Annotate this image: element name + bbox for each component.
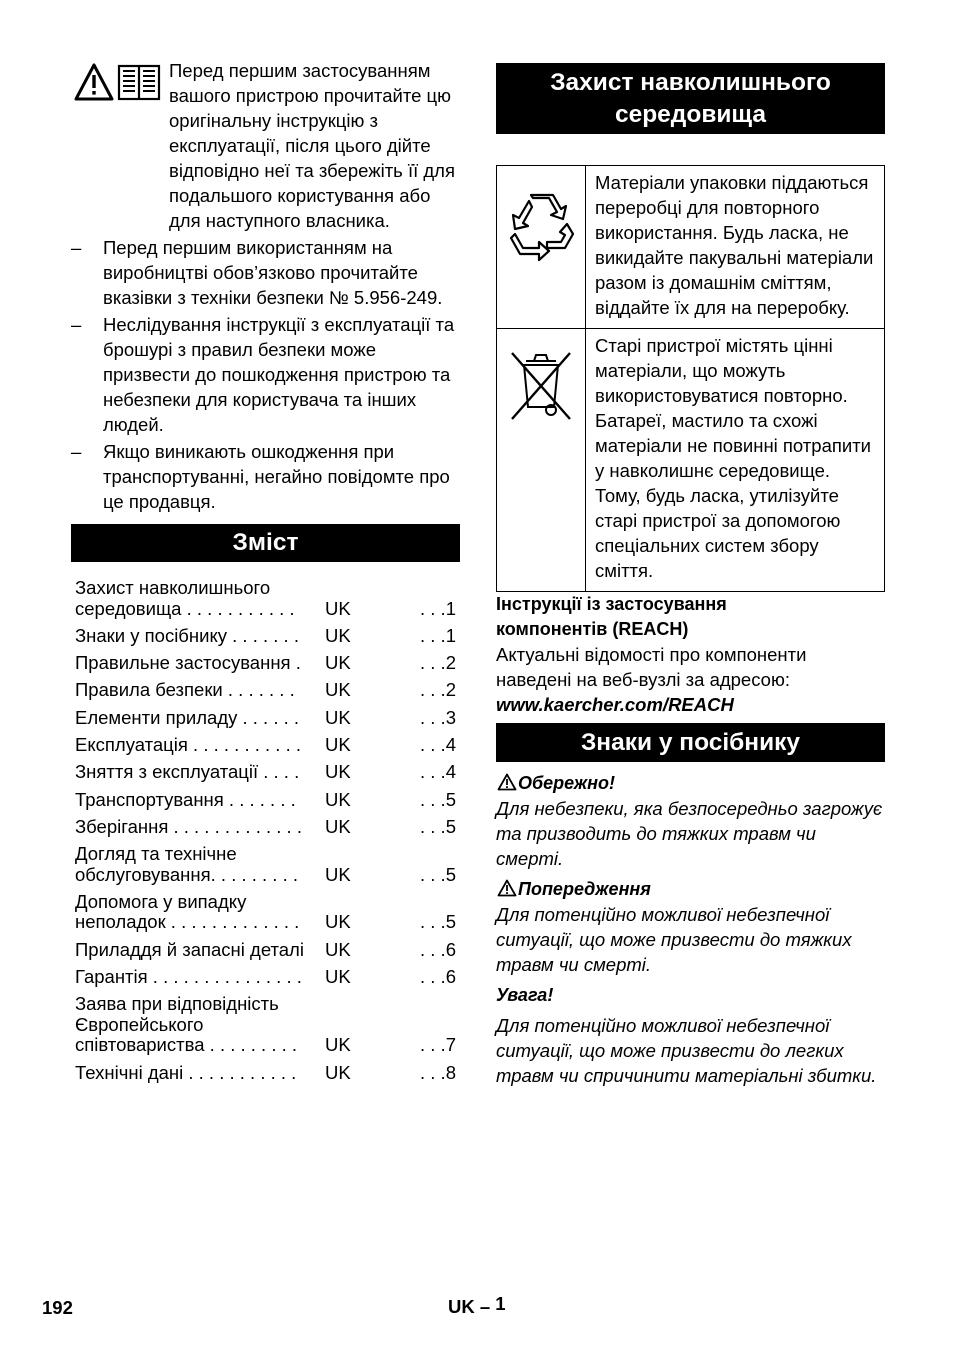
toc-entry-title: Елементи приладу . . . . . . bbox=[75, 706, 300, 728]
toc-entry-title: Зняття з експлуатації . . . . bbox=[75, 761, 300, 783]
toc-entry-page: . . .2 bbox=[420, 652, 456, 674]
table-row bbox=[497, 166, 885, 329]
toc-entry bbox=[75, 1063, 456, 1084]
toc-entry-language: UK bbox=[325, 761, 351, 783]
signs-heading: Знаки у посібнику bbox=[496, 723, 885, 762]
old-devices-text-cell: Старі пристрої містять цінні матеріали, що можуть використовуватися повторно. Батареї, мастило та схожі матеріали не повинні потрапити у навколишнє середовище. Тому, будь ласка, утилізуйте старі пристрої за допомогою спеціальних систем збору сміття. bbox=[586, 329, 885, 592]
toc-entry bbox=[75, 994, 456, 1056]
list-item: – Якщо виникають ошкодження при транспортуванні, негайно повідомте про це продавця. bbox=[71, 441, 450, 512]
toc-entry-page: . . .3 bbox=[420, 706, 456, 728]
toc-entry-language: UK bbox=[325, 679, 351, 701]
danger-text: Для небезпеки, яка безпосередньо загрожує та призводить до тяжких травм чи смерті. bbox=[496, 798, 883, 869]
toc-entry-page: . . .6 bbox=[420, 966, 456, 988]
recycling-icon bbox=[503, 186, 579, 262]
toc-entry-title: Знаки у посібнику . . . . . . . bbox=[75, 624, 299, 646]
toc-entry-title: Експлуатація . . . . . . . . . . . bbox=[75, 733, 301, 755]
toc-entry bbox=[75, 967, 456, 988]
list-item: – Перед першим використанням на виробництві обов’язково прочитайте вказівки з техніки безпеки № 5.956-249. bbox=[71, 237, 443, 308]
toc-entry-page: . . .2 bbox=[420, 679, 456, 701]
dash-marker: – bbox=[71, 237, 82, 258]
toc-entry-title: Транспортування . . . . . . . bbox=[75, 788, 296, 810]
page-number: 192 bbox=[42, 1297, 73, 1318]
bin-icon-cell bbox=[497, 329, 586, 592]
toc-entry-title: Догляд та технічне обслуговування. . . . . . . . . bbox=[75, 843, 299, 885]
reach-url: www.kaercher.com/REACH bbox=[496, 694, 734, 715]
toc-entry bbox=[75, 762, 456, 783]
toc-entry bbox=[75, 790, 456, 811]
environment-table bbox=[496, 165, 885, 592]
toc-heading: Зміст bbox=[71, 524, 460, 562]
caution-title: Увага! bbox=[496, 985, 554, 1005]
toc-entry bbox=[75, 653, 456, 674]
toc-entry bbox=[75, 578, 456, 619]
dash-marker: – bbox=[71, 441, 82, 462]
toc-entry-page: . . .5 bbox=[420, 863, 456, 885]
danger-title: Обережно! bbox=[496, 771, 885, 796]
reach-title-line1: Інструкції із застосування bbox=[496, 594, 727, 614]
toc-entry-language: UK bbox=[325, 652, 351, 674]
toc-entry-language: UK bbox=[325, 624, 351, 646]
toc-entry-title: Зберігання . . . . . . . . . . . . . bbox=[75, 815, 302, 837]
toc-entry-language: UK bbox=[325, 788, 351, 810]
toc-entry bbox=[75, 892, 456, 933]
toc-entry-title: Приладдя й запасні деталі bbox=[75, 938, 304, 960]
toc-entry bbox=[75, 844, 456, 885]
toc-entry bbox=[75, 626, 456, 647]
toc-entry-language: UK bbox=[325, 966, 351, 988]
toc-entry-language: UK bbox=[325, 938, 351, 960]
toc-entry-language: UK bbox=[325, 911, 351, 933]
toc-entry-page: . . .5 bbox=[420, 788, 456, 810]
toc-entry-language: UK bbox=[325, 733, 351, 755]
list-item: – Неслідування інструкції з експлуатації та брошурі з правил безпеки може призвести до пошкодження пристрою та небезпеки для користувача та інших людей. bbox=[71, 314, 455, 435]
toc-entry-title: Правильне застосування . bbox=[75, 652, 301, 674]
packaging-text-cell: Матеріали упаковки піддаються переробці для повторного використання. Будь ласка, не викидайте пакувальні матеріали разом із домашнім сміттям, віддайте їх для на переробку. bbox=[586, 166, 885, 329]
toc-entry bbox=[75, 817, 456, 838]
toc-entry-language: UK bbox=[325, 815, 351, 837]
warning-text: Для потенційно можливої небезпечної ситуації, що може призвести до тяжких травм чи смерті. bbox=[496, 904, 852, 975]
caution-text: Для потенційно можливої небезпечної ситуації, що може призвести до легких травм чи спричинити матеріальні збитки. bbox=[496, 1015, 877, 1086]
left-column bbox=[71, 58, 460, 1090]
warning-triangle-icon bbox=[496, 773, 518, 791]
crossed-out-bin-icon bbox=[506, 347, 576, 423]
warning-triangle-icon bbox=[496, 879, 518, 897]
toc-entry-title: Захист навколишнього середовища . . . . . . . . . . . bbox=[75, 577, 295, 619]
warning-title: Попередження bbox=[496, 877, 885, 902]
toc-entry-language: UK bbox=[325, 597, 351, 619]
intro-bullet-list bbox=[71, 235, 460, 514]
dash-marker: – bbox=[71, 314, 82, 335]
toc-entry-page: . . .8 bbox=[420, 1061, 456, 1083]
toc-entry-language: UK bbox=[325, 706, 351, 728]
toc-entry-language: UK bbox=[325, 1034, 351, 1056]
signs-section bbox=[496, 771, 885, 1088]
manual-book-icon bbox=[117, 63, 161, 101]
toc-entry-title: Заява при відповідність Європейського співтовариства . . . . . . . . . bbox=[75, 993, 298, 1056]
toc-entry-language: UK bbox=[325, 1061, 351, 1083]
toc-entry bbox=[75, 940, 456, 961]
toc-entry bbox=[75, 708, 456, 729]
right-column bbox=[496, 63, 885, 1088]
warning-triangle-icon bbox=[73, 62, 115, 102]
toc-entry-page: . . .7 bbox=[420, 1034, 456, 1056]
toc-entry bbox=[75, 680, 456, 701]
table-of-contents bbox=[71, 578, 460, 1083]
toc-entry-page: . . .4 bbox=[420, 733, 456, 755]
reach-title-line2: компонентів (REACH) bbox=[496, 619, 689, 639]
toc-entry-page: . . .1 bbox=[420, 624, 456, 646]
toc-entry-page: . . .5 bbox=[420, 815, 456, 837]
intro-icons bbox=[71, 62, 163, 102]
reach-text: Актуальні відомості про компоненти наведені на веб-вузлі за адресою: bbox=[496, 644, 807, 690]
toc-entry-page: . . .6 bbox=[420, 938, 456, 960]
toc-entry-title: Правила безпеки . . . . . . . bbox=[75, 679, 295, 701]
recycle-icon-cell bbox=[497, 166, 586, 329]
environment-heading: Захист навколишнього середовища bbox=[496, 63, 885, 134]
toc-entry-page: . . .5 bbox=[420, 911, 456, 933]
table-row bbox=[497, 329, 885, 592]
toc-entry-page: . . .4 bbox=[420, 761, 456, 783]
toc-entry bbox=[75, 735, 456, 756]
toc-entry-language: UK bbox=[325, 863, 351, 885]
toc-entry-title: Гарантія . . . . . . . . . . . . . . . bbox=[75, 966, 302, 988]
toc-entry-title: Допомога у випадку неполадок . . . . . . . . . . . . . bbox=[75, 890, 300, 933]
toc-entry-page: . . .1 bbox=[420, 597, 456, 619]
toc-entry-title: Технічні дані . . . . . . . . . . . bbox=[75, 1061, 297, 1083]
reach-section bbox=[496, 592, 885, 717]
intro-paragraph: Перед першим застосуванням вашого пристрою прочитайте цю оригінальну інструкцію з експлуатації, після цього дійте відповідно неї та збережіть її для подальшого користування або для наступного власника. bbox=[169, 60, 455, 231]
intro-section bbox=[71, 58, 460, 233]
footer-language-page: UK – 1 bbox=[448, 1293, 506, 1317]
